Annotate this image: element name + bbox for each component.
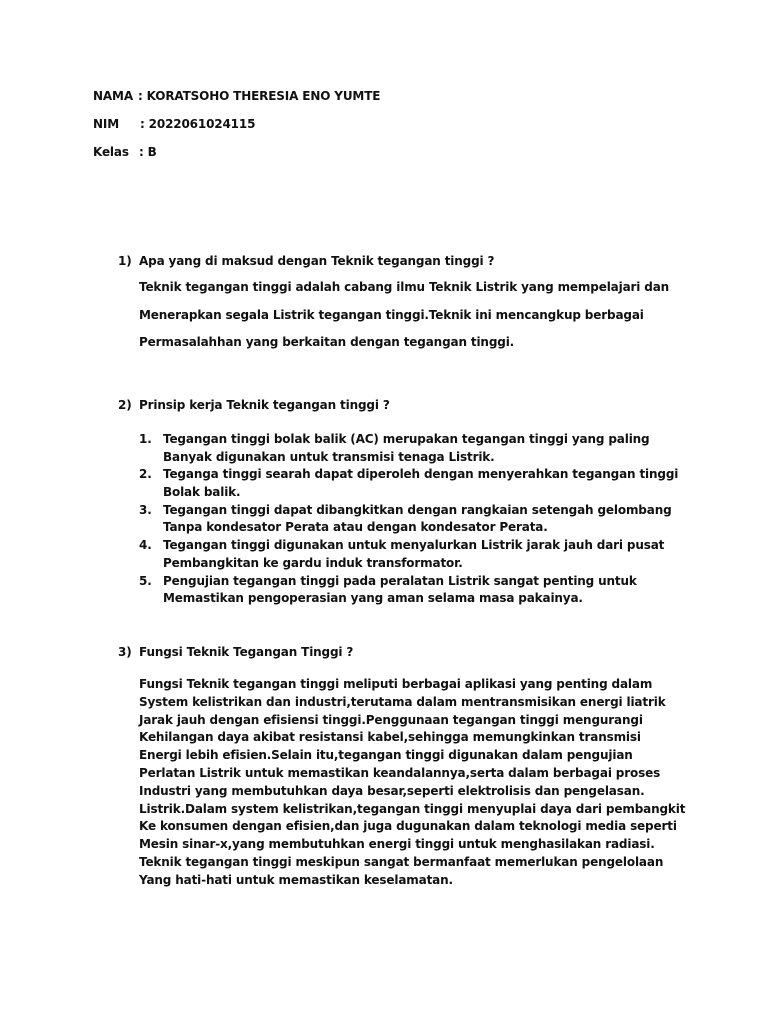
answer-3-line: Jarak jauh dengan efisiensi tinggi.Penggunaan tegangan tinggi mengurangi (139, 712, 643, 727)
answer-3-line: Teknik tegangan tinggi meskipun sangat bermanfaat memerlukan pengelolaan (139, 854, 664, 869)
answer-3-line: Energi lebih efisien.Selain itu,tegangan tinggi digunakan dalam pengujian (139, 748, 633, 763)
header-kelas-value: : B (139, 145, 157, 159)
answer-3-line: System kelistrikan dan industri,terutama dalam mentransmisikan energi liatrik (139, 694, 666, 709)
answer-3-line: Mesin sinar-x,yang membutuhkan energi tinggi untuk menghasilakan radiasi. (139, 837, 655, 852)
question-1-number: 1) (118, 254, 132, 268)
answer-3-line: Fungsi Teknik tegangan tinggi meliputi berbagai aplikasi yang penting dalam (139, 677, 653, 691)
list-item-line: Memastikan pengoperasian yang aman selama masa pakainya. (163, 591, 583, 606)
question-2-text: Prinsip kerja Teknik tegangan tinggi ? (139, 398, 390, 412)
header-kelas-row (93, 144, 157, 160)
question-3-number: 3) (118, 645, 132, 659)
list-item-line: Pembangkitan ke gardu induk transformator. (163, 555, 463, 570)
list-item-line: Bolak balik. (163, 485, 241, 500)
answer-1-line: Permasalahhan yang berkaitan dengan tegangan tinggi. (139, 335, 515, 349)
list-item-number: 2. (139, 467, 152, 482)
principle-list (139, 431, 679, 608)
list-item-number: 4. (139, 538, 152, 553)
list-item-number: 5. (139, 573, 152, 588)
header-nim-value: : 2022061024115 (140, 117, 256, 131)
answer-3-line: Listrik.Dalam system kelistrikan,tegangan tinggi menyuplai daya dari pembangkit (139, 801, 686, 816)
header-nim-label: NIM (93, 117, 119, 131)
list-item (139, 431, 659, 466)
header-nama-row (93, 88, 381, 104)
list-item-line: Tanpa kondesator Perata atau dengan kondesator Perata. (163, 520, 548, 535)
header-nim-row (93, 116, 256, 132)
list-item-line: Banyak digunakan untuk transmisi tenaga Listrik. (163, 449, 495, 464)
list-item-line: Tegangan tinggi digunakan untuk menyalurkan Listrik jarak jauh dari pusat (163, 538, 665, 553)
list-item (139, 537, 665, 572)
list-item (139, 466, 679, 501)
answer-3-line: Industri yang membutuhkan daya besar,seperti elektrolisis dan pengelasan. (139, 783, 645, 798)
header-kelas-label: Kelas (93, 145, 129, 159)
list-item-number: 1. (139, 432, 152, 446)
answer-3-line: Ke konsumen dengan efisien,dan juga dugunakan dalam teknologi media seperti (139, 819, 677, 834)
list-item (139, 502, 672, 537)
answer-1-line: Menerapkan segala Listrik tegangan tinggi.Teknik ini mencangkup berbagai (139, 307, 644, 322)
list-item-line: Teganga tinggi searah dapat diperoleh dengan menyerahkan tegangan tinggi (163, 467, 679, 482)
answer-1-line: Teknik tegangan tinggi adalah cabang ilmu Teknik Listrik yang mempelajari dan (139, 280, 670, 294)
header-nama-label: NAMA (93, 89, 133, 103)
list-item-line: Pengujian tegangan tinggi pada peralatan Listrik sangat penting untuk (163, 573, 637, 588)
question-1-text: Apa yang di maksud dengan Teknik tegangan tinggi ? (139, 254, 495, 268)
answer-3 (139, 676, 686, 890)
header-nama-value: : KORATSOHO THERESIA ENO YUMTE (138, 89, 381, 103)
question-3-text: Fungsi Teknik Tegangan Tinggi ? (139, 645, 354, 659)
list-item-line: Tegangan tinggi dapat dibangkitkan dengan rangkaian setengah gelombang (163, 502, 672, 517)
answer-1 (139, 279, 670, 362)
answer-3-line: Kehilangan daya akibat resistansi kabel,sehingga memungkinkan transmisi (139, 730, 641, 745)
list-item-number: 3. (139, 502, 152, 517)
list-item (139, 573, 659, 608)
list-item-line: Tegangan tinggi bolak balik (AC) merupakan tegangan tinggi yang paling (163, 432, 650, 446)
question-2-number: 2) (118, 398, 132, 412)
answer-3-line: Yang hati-hati untuk memastikan keselamatan. (139, 872, 453, 887)
answer-3-line: Perlatan Listrik untuk memastikan keandalannya,serta dalam berbagai proses (139, 765, 661, 780)
